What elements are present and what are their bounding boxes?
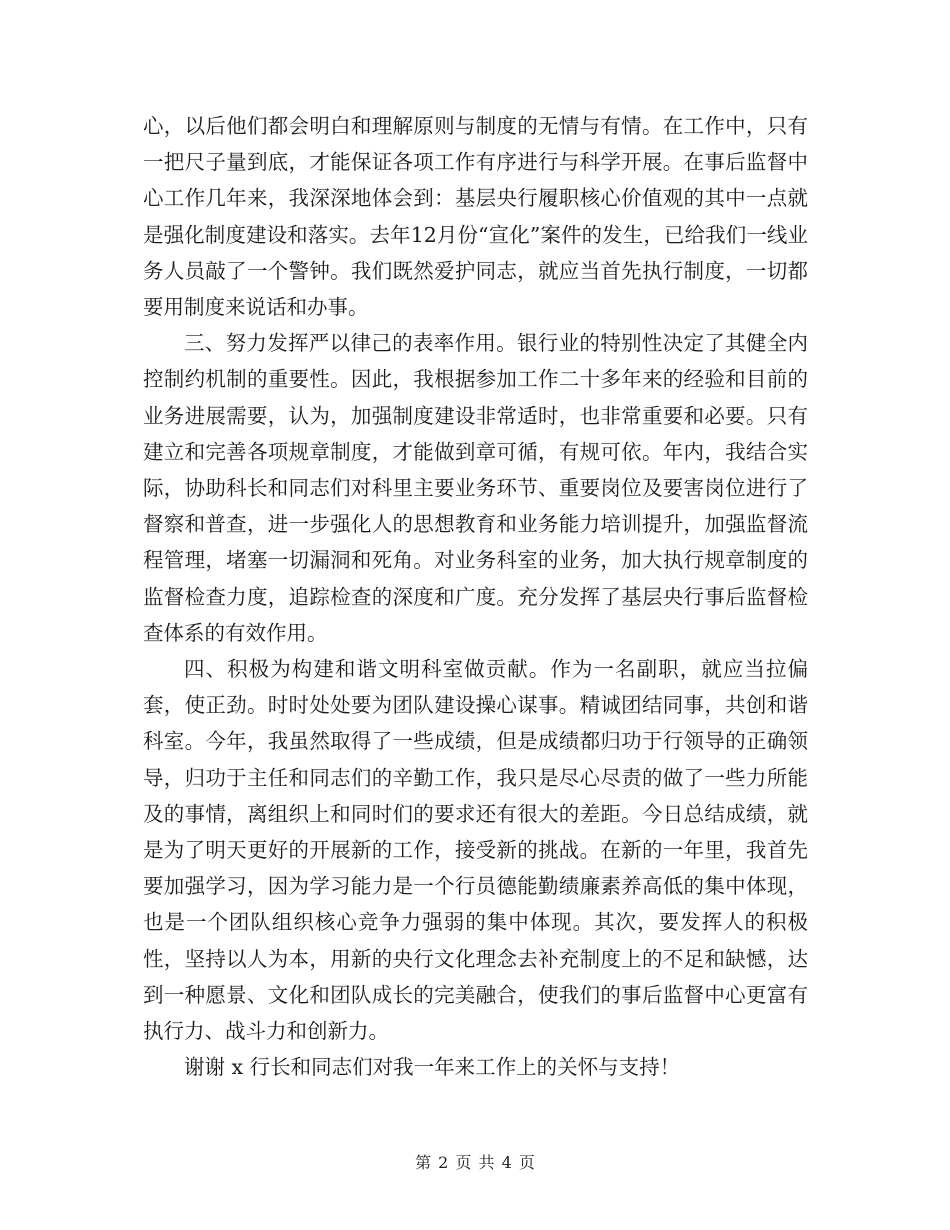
paragraph-thanks: 谢谢 x 行长和同志们对我一年来工作上的关怀与支持！	[184, 1055, 681, 1080]
paragraph-continuation: 心，以后他们都会明白和理解原则与制度的无情与有情。在工作中，只有一把尺子量到底，才能保证各项工作有序进行与科学开展。在事后监督中心工作几年来，我深深地体会到：基层央行履职核心价值观的其中一点就是强化制度建设和落实。去年12月份“宣化”案件的发生，已给我们一线业务人员敲了一个警钟。我们既然爱护同志，就应当首先执行制度，一切都要用制度来说话和办事。	[143, 114, 808, 320]
paragraph-section-four: 四、积极为构建和谐文明科室做贡献。作为一名副职，就应当拉偏套，使正劲。时时处处要为团队建设操心谋事。精诚团结同事，共创和谐科室。今年，我虽然取得了一些成绩，但是成绩都归功于行领导的正确领导，归功于主任和同志们的辛勤工作，我只是尽心尽责的做了一些力所能及的事情，离组织上和同时们的要求还有很大的差距。今日总结成绩，就是为了明天更好的开展新的工作，接受新的挑战。在新的一年里，我首先要加强学习，因为学习能力是一个行员德能勤绩廉素养高低的集中体现，也是一个团队组织核心竞争力强弱的集中体现。其次，要发挥人的积极性，坚持以人为本，用新的央行文化理念去补充制度上的不足和缺憾，达到一种愿景、文化和团队成长的完美融合，使我们的事后监督中心更富有执行力、战斗力和创新力。	[143, 657, 808, 1044]
page-number-footer: 第 2 页 共 4 页	[415, 1153, 535, 1172]
document-body	[143, 108, 808, 1085]
paragraph-section-three: 三、努力发挥严以律己的表率作用。银行业的特别性决定了其健全内控制约机制的重要性。因此，我根据参加工作二十多年来的经验和目前的业务进展需要，认为，加强制度建设非常适时，也非常重要和必要。只有建立和完善各项规章制度，才能做到章可循，有规可依。年内，我结合实际，协助科长和同志们对科里主要业务环节、重要岗位及要害岗位进行了督察和普查，进一步强化人的思想教育和业务能力培训提升，加强监督流程管理，堵塞一切漏洞和死角。对业务科室的业务，加大执行规章制度的监督检查力度，追踪检查的深度和广度。充分发挥了基层央行事后监督检查体系的有效作用。	[143, 331, 808, 645]
